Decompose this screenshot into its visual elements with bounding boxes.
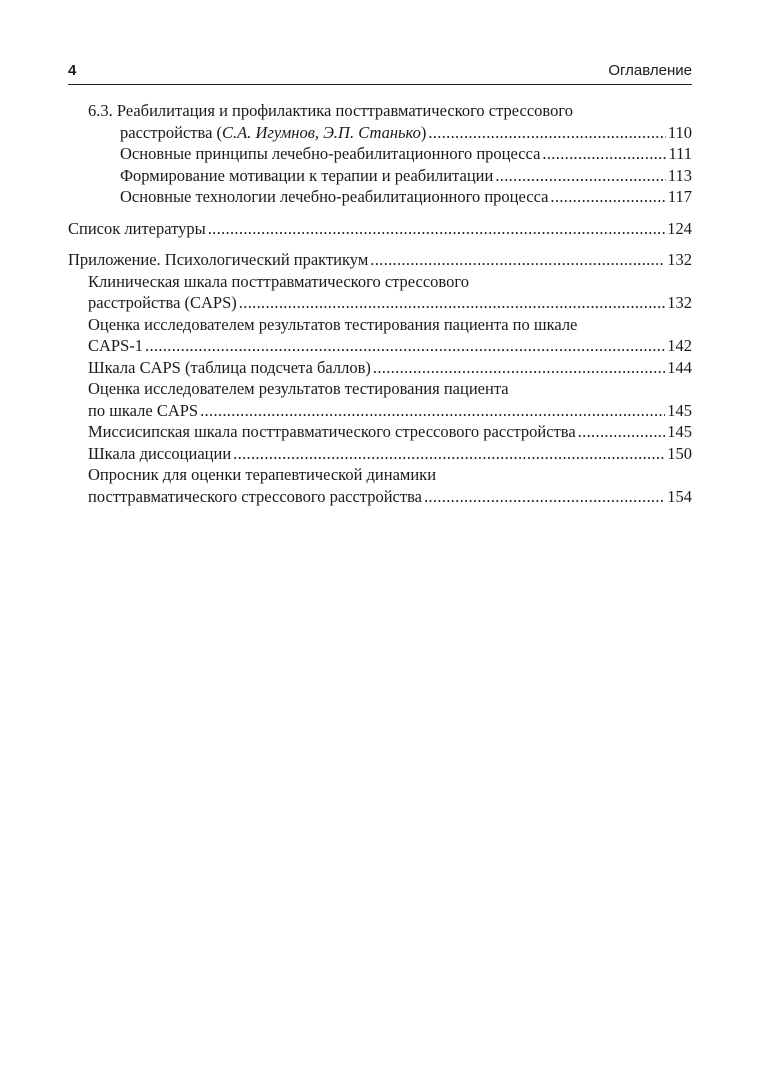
dot-leader xyxy=(542,143,666,165)
toc-entry-a5 xyxy=(68,421,692,443)
toc-entry-title: Основные принципы лечебно-реабилитационного процесса xyxy=(120,144,541,163)
dot-leader xyxy=(373,357,665,379)
toc-entry-title: по шкале CAPS xyxy=(88,400,199,420)
dot-leader xyxy=(428,122,666,144)
toc-entry-title: Приложение. Психологический практикум xyxy=(68,250,369,269)
toc-page-number: 154 xyxy=(667,486,692,506)
toc-entry-authors: С.А. Игумнов, Э.П. Станько xyxy=(222,122,421,142)
toc-entry-title: Список литературы xyxy=(68,218,206,238)
toc-page-number: 113 xyxy=(667,165,692,185)
dot-leader xyxy=(370,249,665,271)
toc-entry-title: расстройства (CAPS) xyxy=(88,293,237,312)
toc-entry-a1-line1: Клиническая шкала посттравматического стрессового xyxy=(88,271,469,291)
toc-page-number: 117 xyxy=(667,187,692,206)
toc-page-number: 110 xyxy=(667,122,692,142)
toc-entry-sub1 xyxy=(68,143,692,165)
toc-entry-a2-line1: Оценка исследователем результатов тестирования пациента по шкале xyxy=(88,314,578,334)
toc-entry-title: Шкала CAPS (таблица подсчета баллов) xyxy=(88,357,371,377)
table-of-contents xyxy=(68,100,692,507)
dot-leader xyxy=(578,421,666,443)
toc-entry-a4-line1: Оценка исследователем результатов тестирования пациента xyxy=(88,379,509,398)
dot-leader xyxy=(239,292,665,314)
toc-entry-a6 xyxy=(68,443,692,465)
toc-entry-a1-line2 xyxy=(68,292,692,314)
toc-entry-title: Шкала диссоциации xyxy=(88,443,232,463)
toc-entry-a7-line1: Опросник для оценки терапевтической динамики xyxy=(88,465,437,484)
toc-entry-6-3-line2 xyxy=(68,122,692,144)
toc-entry-appendix xyxy=(68,249,692,271)
toc-page-number: 145 xyxy=(667,400,692,420)
toc-entry-a3 xyxy=(68,357,692,379)
toc-page-number: 132 xyxy=(667,250,692,269)
toc-page-number: 142 xyxy=(667,336,692,355)
toc-page-number: 111 xyxy=(668,144,692,163)
toc-entry-sub3 xyxy=(68,186,692,208)
toc-entry-title: посттравматического стрессового расстройства xyxy=(88,486,422,506)
toc-entry-a2-line2 xyxy=(68,335,692,357)
toc-entry-text: ) xyxy=(420,122,427,142)
toc-entry-sub2 xyxy=(68,165,692,187)
dot-leader xyxy=(495,165,666,187)
toc-entry-title: CAPS-1 xyxy=(88,336,144,355)
toc-page-number: 145 xyxy=(667,422,692,441)
dot-leader xyxy=(200,400,665,422)
toc-entry-6-3-line1: 6.3. Реабилитация и профилактика посттравматического стрессового xyxy=(88,101,573,120)
toc-entry-title: Миссисипская шкала посттравматического стрессового расстройства xyxy=(88,422,576,441)
toc-entry-title: Основные технологии лечебно-реабилитационного процесса xyxy=(120,187,549,206)
page-number: 4 xyxy=(68,62,77,79)
toc-page-number: 150 xyxy=(667,443,692,463)
toc-entry-a7-line2 xyxy=(68,486,692,508)
dot-leader xyxy=(208,218,666,240)
dot-leader xyxy=(550,186,665,208)
header-title: Оглавление xyxy=(608,62,692,79)
dot-leader xyxy=(145,335,665,357)
dot-leader xyxy=(424,486,665,508)
toc-entry-a4-line2 xyxy=(68,400,692,422)
toc-entry-title: Формирование мотивации к терапии и реабилитации xyxy=(120,165,494,185)
dot-leader xyxy=(233,443,665,465)
running-header xyxy=(68,62,692,85)
toc-page-number: 132 xyxy=(667,293,692,312)
toc-entry-references xyxy=(68,218,692,240)
toc-page-number: 124 xyxy=(667,218,692,238)
toc-page-number: 144 xyxy=(667,357,692,377)
toc-entry-text: расстройства ( xyxy=(120,122,223,142)
